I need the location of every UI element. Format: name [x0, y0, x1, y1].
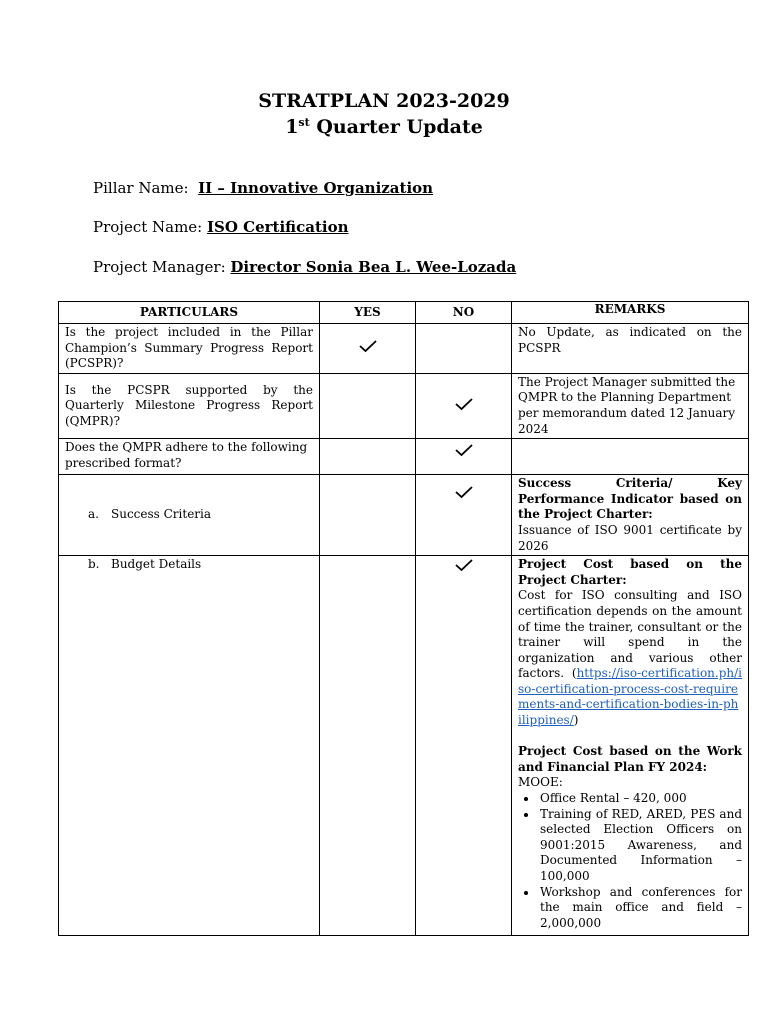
document-title	[0, 88, 768, 140]
item-letter: b.	[88, 557, 100, 572]
yes-cell	[320, 556, 416, 936]
mooe-label: MOOE:	[518, 775, 563, 790]
table-header-row	[59, 302, 749, 324]
particular-cell	[59, 475, 320, 556]
header-yes: YES	[320, 302, 416, 324]
checkmark-icon	[358, 339, 378, 353]
progress-table	[58, 301, 749, 936]
remark-cell	[512, 439, 749, 475]
table-row	[59, 439, 749, 475]
mooe-list	[518, 791, 742, 931]
particular-cell: Is the PCSPR supported by the Quarterly Milestone Progress Report (QMPR)?	[59, 373, 320, 438]
table-row	[59, 324, 749, 374]
link-paren-close: )	[573, 713, 579, 728]
no-cell	[416, 373, 512, 438]
remark-cell	[512, 556, 749, 936]
remark-heading: Success Criteria/ Key Performance Indicator based on the Project Charter:	[518, 476, 742, 522]
source-link[interactable]: https://iso-certification.ph/iso-certification-process-cost-requirements-and-certification-bodies-in-philippines/	[518, 666, 742, 728]
project-value: ISO Certification	[207, 218, 349, 236]
project-label: Project Name:	[93, 218, 203, 236]
pillar-label: Pillar Name:	[93, 179, 189, 197]
remark-text: Issuance of ISO 9001 certificate by 2026	[518, 522, 742, 553]
table-row	[59, 475, 749, 556]
no-cell	[416, 439, 512, 475]
quarter-text: Quarter Update	[309, 116, 483, 138]
pillar-name-line	[93, 178, 433, 198]
list-item: Training of RED, ARED, PES and selected Election Officers on 9001:2015 Awareness, and Documented Information – 100,000	[540, 806, 742, 883]
item-letter: a.	[88, 507, 99, 522]
no-cell	[416, 556, 512, 936]
remark-cell: No Update, as indicated on the PCSPR	[512, 324, 749, 374]
project-name-line	[93, 217, 348, 237]
pillar-value: II – Innovative Organization	[198, 179, 434, 197]
checkmark-icon	[454, 485, 474, 499]
yes-cell	[320, 475, 416, 556]
checkmark-icon	[454, 397, 474, 411]
item-label: Success Criteria	[111, 507, 212, 522]
checkmark-icon	[454, 443, 474, 457]
particular-cell: Does the QMPR adhere to the following prescribed format?	[59, 439, 320, 475]
remark-heading-2: Project Cost based on the Work and Financial Plan FY 2024:	[518, 744, 742, 774]
particular-cell	[59, 556, 320, 936]
manager-label: Project Manager:	[93, 258, 226, 276]
header-no: NO	[416, 302, 512, 324]
quarter-number: 1	[285, 116, 299, 138]
yes-cell	[320, 439, 416, 475]
title-line-2	[0, 114, 768, 140]
title-line-1: STRATPLAN 2023-2029	[258, 90, 510, 112]
checkmark-icon	[454, 558, 474, 572]
list-item: Workshop and conferences for the main office and field – 2,000,000	[540, 884, 742, 930]
manager-value: Director Sonia Bea L. Wee-Lozada	[230, 258, 517, 276]
project-manager-line	[93, 257, 516, 277]
yes-cell	[320, 324, 416, 374]
yes-cell	[320, 373, 416, 438]
remark-cell: The Project Manager submitted the QMPR to the Planning Department per memorandum dated 12 January 2024	[512, 373, 749, 438]
particular-cell: Is the project included in the Pillar Champion’s Summary Progress Report (PCSPR)?	[59, 324, 320, 374]
no-cell	[416, 475, 512, 556]
no-cell	[416, 324, 512, 374]
list-item: Office Rental – 420, 000	[540, 791, 742, 807]
header-particulars: PARTICULARS	[59, 302, 320, 324]
link-paren-open: (	[571, 666, 577, 681]
remark-text	[518, 588, 742, 728]
table-row	[59, 373, 749, 438]
item-label: Budget Details	[111, 557, 202, 572]
remark-body: Cost for ISO consulting and ISO certification depends on the amount of time the trainer, consultant or the trainer will spend in the organization and various other factors.	[518, 588, 742, 681]
quarter-suffix: st	[298, 116, 310, 129]
table-row	[59, 556, 749, 936]
spacer	[518, 729, 742, 745]
remark-cell	[512, 475, 749, 556]
header-remarks: REMARKS	[512, 302, 749, 324]
remark-heading: Project Cost based on the Project Charter:	[518, 557, 742, 587]
